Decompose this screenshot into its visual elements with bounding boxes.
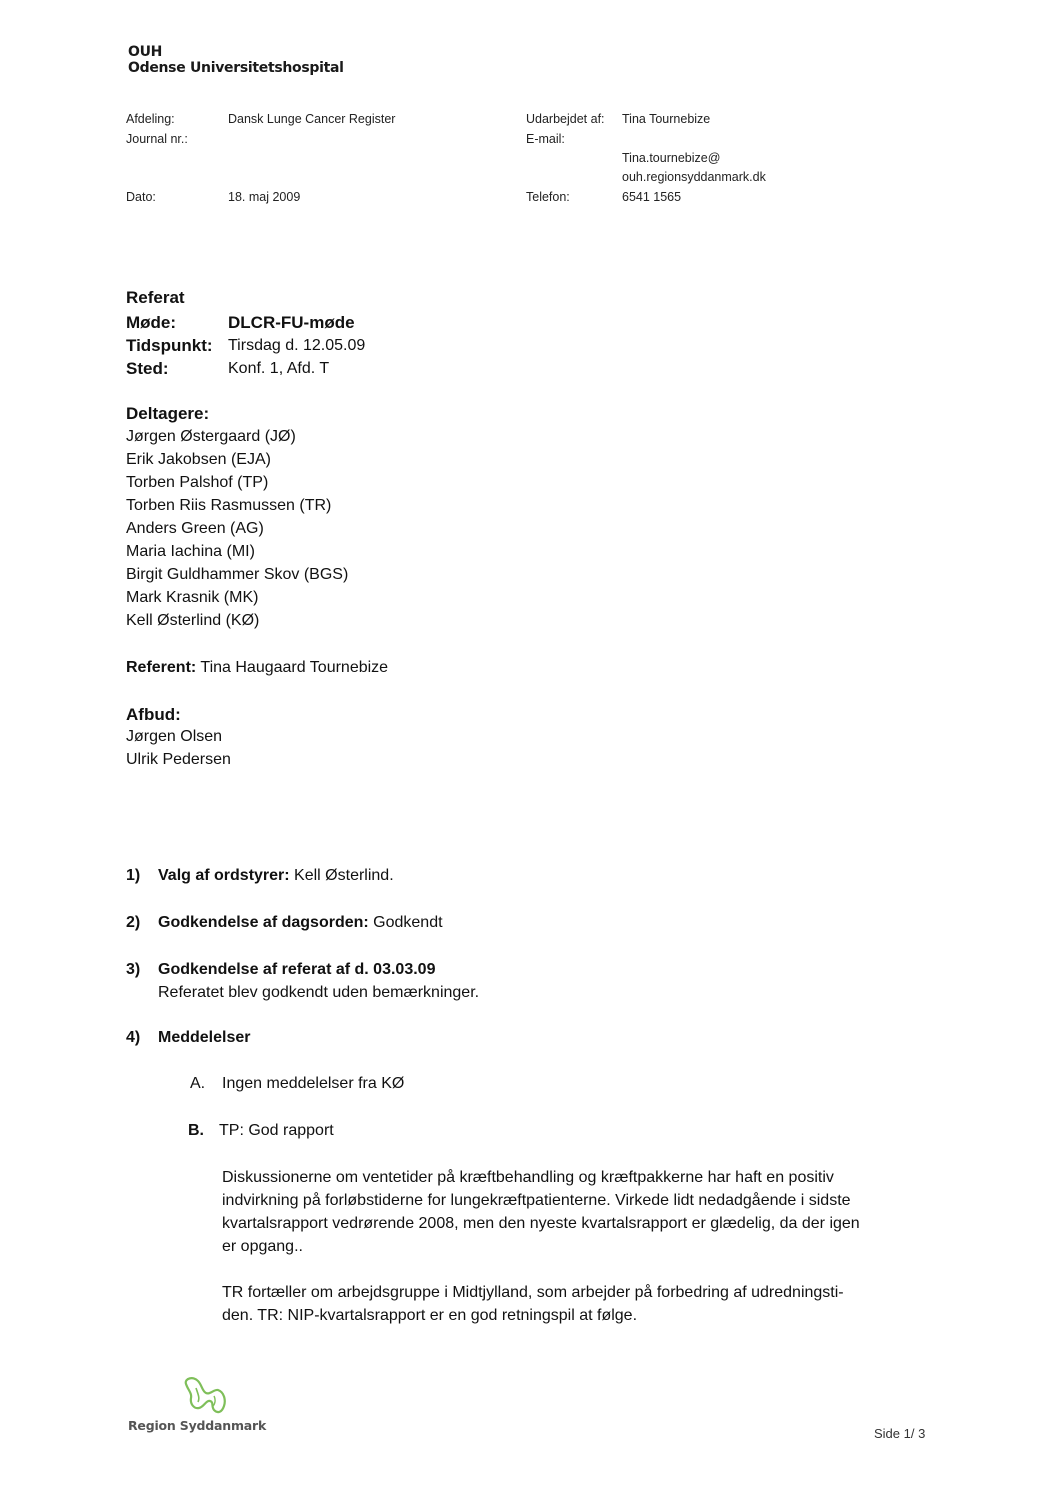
agenda-item-text: Godkendt [368, 914, 443, 931]
deltager-name: Maria Iachina (MI) [126, 543, 255, 560]
agenda-item-2 [158, 914, 443, 932]
agenda-item-title: Meddelelser [158, 1029, 251, 1046]
agenda-item-title: Valg af ordstyrer: [158, 867, 290, 884]
deltager-name: Kell Østerlind (KØ) [126, 612, 260, 629]
afbud-name: Jørgen Olsen [126, 728, 223, 745]
deltager-name: Anders Green (AG) [126, 520, 264, 537]
afbud-heading: Afbud: [126, 705, 181, 724]
mode-label: Møde: [126, 313, 177, 332]
agenda-item-title: Godkendelse af dagsorden: [158, 914, 369, 931]
deltager-name: Jørgen Østergaard (JØ) [126, 428, 296, 445]
email-line2: ouh.regionsyddanmark.dk [622, 170, 766, 184]
agenda-item-1 [158, 867, 394, 885]
udarbejdet-label: Udarbejdet af: [526, 112, 605, 126]
telefon-label: Telefon: [526, 190, 570, 204]
paragraph-line: den. TR: NIP-kvartalsrapport er en god retningspil at følge. [222, 1307, 638, 1324]
afbud-name: Ulrik Pedersen [126, 751, 231, 768]
deltager-name: Birgit Guldhammer Skov (BGS) [126, 566, 349, 583]
sted-label: Sted: [126, 359, 169, 378]
paragraph-2 [222, 1281, 844, 1327]
sted-value: Konf. 1, Afd. T [228, 360, 330, 377]
org-short: OUH [128, 44, 163, 60]
paragraph-line: Diskussionerne om ventetider på kræftbehandling og kræftpakkerne har haft en positiv [222, 1169, 834, 1186]
region-logo-text: Region Syddanmark [128, 1418, 267, 1433]
email-line1: Tina.tournebize@ [622, 151, 721, 165]
telefon-value: 6541 1565 [622, 190, 682, 204]
deltager-name: Torben Riis Rasmussen (TR) [126, 497, 332, 514]
agenda-num: 4) [126, 1029, 141, 1046]
page-number: Side 1/ 3 [874, 1426, 926, 1441]
dato-value: 18. maj 2009 [228, 190, 301, 204]
tidspunkt-value: Tirsdag d. 12.05.09 [228, 337, 366, 354]
region-logo-icon [180, 1376, 232, 1418]
paragraph-line: indvirkning på forløbstiderne for lungekræftpatienterne. Virkede lidt nedadgående i sidste [222, 1192, 851, 1209]
agenda-num: 3) [126, 961, 141, 978]
sub-letter: B. [188, 1122, 204, 1139]
afdeling-value: Dansk Lunge Cancer Register [228, 112, 396, 126]
sub-item-text: Ingen meddelelser fra KØ [222, 1075, 405, 1092]
paragraph-line: TR fortæller om arbejdsgruppe i Midtjylland, som arbejder på forbedring af udredningsti- [222, 1284, 844, 1301]
agenda-item-text: Referatet blev godkendt uden bemærkninger. [158, 984, 480, 1001]
sub-item-text: TP: God rapport [219, 1122, 334, 1139]
deltagere-heading: Deltagere: [126, 404, 210, 423]
referat-title: Referat [126, 288, 185, 307]
paragraph-line: er opgang.. [222, 1238, 303, 1255]
journal-label: Journal nr.: [126, 132, 188, 146]
sub-letter: A. [190, 1075, 206, 1092]
deltager-name: Erik Jakobsen (EJA) [126, 451, 271, 468]
dato-label: Dato: [126, 190, 156, 204]
org-full: Odense Universitetshospital [128, 60, 344, 76]
agenda-item-text: Kell Østerlind. [289, 867, 394, 884]
referent-value: Tina Haugaard Tournebize [200, 659, 389, 676]
referent-line [126, 659, 388, 677]
afdeling-label: Afdeling: [126, 112, 175, 126]
tidspunkt-label: Tidspunkt: [126, 336, 213, 355]
agenda-num: 1) [126, 867, 141, 884]
udarbejdet-value: Tina Tournebize [622, 112, 711, 126]
deltager-name: Mark Krasnik (MK) [126, 589, 259, 606]
agenda-num: 2) [126, 914, 141, 931]
email-label: E-mail: [526, 132, 565, 146]
mode-value: DLCR-FU-møde [228, 313, 355, 332]
paragraph-line: kvartalsrapport vedrørende 2008, men den nyeste kvartalsrapport er glædelig, da der igen [222, 1215, 860, 1232]
agenda-item-title: Godkendelse af referat af d. 03.03.09 [158, 961, 436, 978]
paragraph-1 [222, 1166, 860, 1258]
deltager-name: Torben Palshof (TP) [126, 474, 269, 491]
region-logo-mark [180, 1376, 232, 1418]
referent-label: Referent: [126, 659, 197, 676]
